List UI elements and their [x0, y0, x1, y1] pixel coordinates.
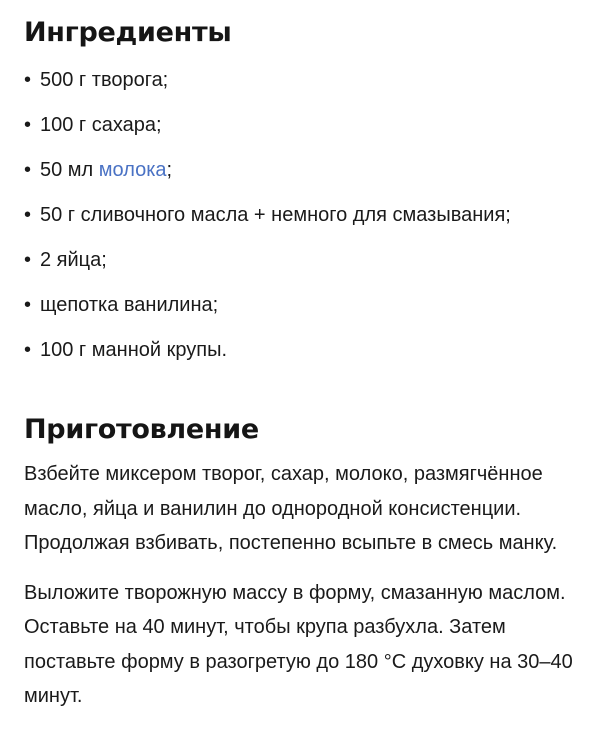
ingredients-list: [24, 58, 576, 373]
ingredient-item: [24, 238, 576, 283]
bullet-icon: •: [24, 114, 32, 136]
ingredient-item: [24, 148, 576, 193]
bullet-icon: •: [24, 294, 32, 316]
ingredient-text: 100 г манной крупы.: [40, 339, 228, 361]
ingredient-text-after-link: ;: [166, 159, 173, 181]
section-spacer: [24, 373, 576, 411]
preparation-step-paragraph: Взбейте миксером творог, сахар, молоко, размягчённое масло, яйца и ванилин до однородной консистенции. Продолжая взбивать, постепенно всыпьте в смесь манку.: [24, 463, 558, 554]
preparation-step-paragraph: Выложите творожную массу в форму, смазанную маслом. Оставьте на 40 минут, чтобы крупа разбухла. Затем поставьте форму в разогретую до 180 °С духовку на 30–40 минут.: [24, 581, 573, 707]
ingredient-item: [24, 193, 576, 238]
ingredient-text: 500 г творога;: [40, 69, 169, 91]
ingredient-text-before-link: 50 мл: [40, 159, 99, 181]
ingredient-item: [24, 58, 576, 103]
bullet-icon: •: [24, 249, 32, 271]
ingredient-item: [24, 283, 576, 328]
ingredient-item: [24, 328, 576, 373]
ingredient-item: [24, 103, 576, 148]
bullet-icon: •: [24, 159, 32, 181]
ingredients-heading: Ингредиенты: [24, 17, 232, 48]
bullet-icon: •: [24, 339, 32, 361]
milk-link[interactable]: молока: [98, 159, 167, 181]
ingredient-text: 50 г сливочного масла + немного для смазывания;: [40, 204, 511, 226]
ingredient-text: 2 яйца;: [40, 249, 107, 271]
ingredient-text: 100 г сахара;: [40, 114, 162, 136]
ingredient-text: щепотка ванилина;: [40, 294, 219, 316]
bullet-icon: •: [24, 69, 32, 91]
preparation-heading: Приготовление: [24, 414, 259, 445]
bullet-icon: •: [24, 204, 32, 226]
